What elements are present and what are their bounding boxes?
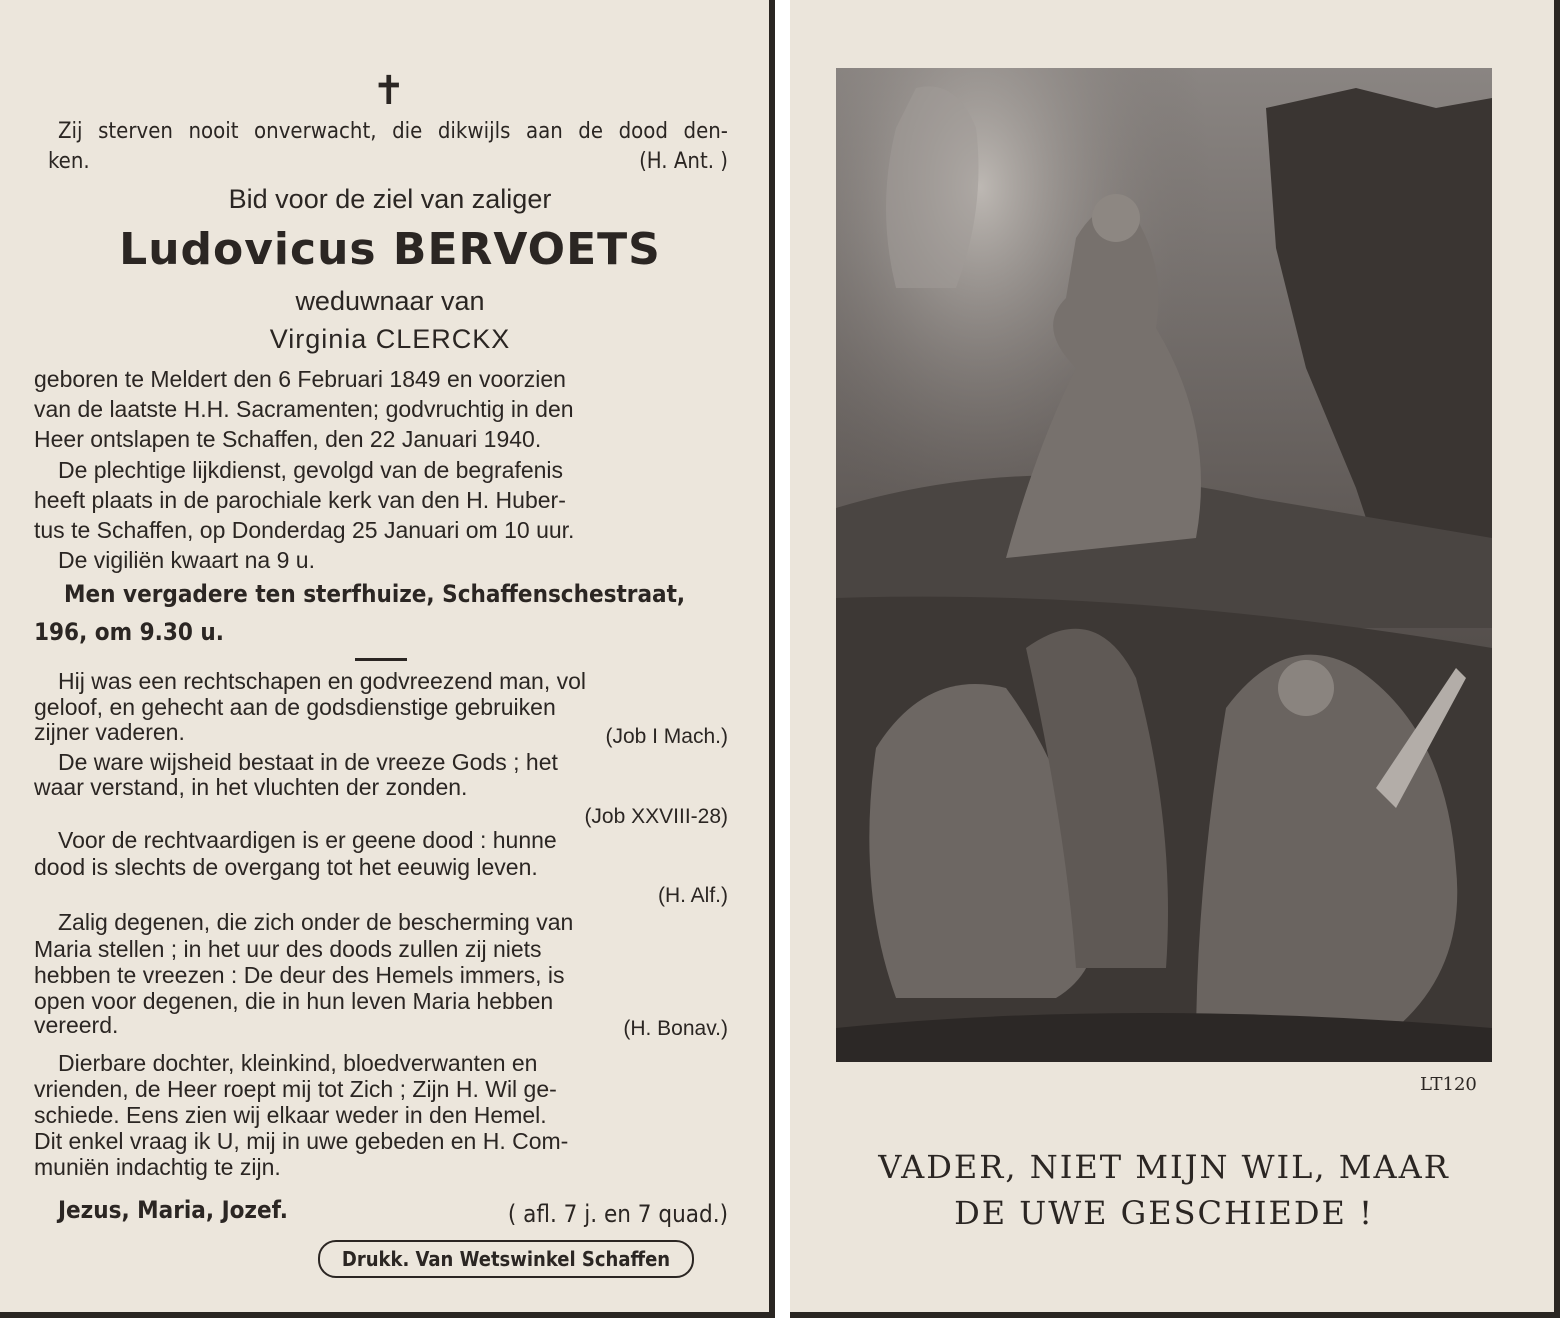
spouse-name: Virginia CLERCKX bbox=[269, 324, 511, 354]
epigraph-word: dood bbox=[618, 119, 668, 144]
epigraph-word: sterven bbox=[98, 119, 173, 144]
quote-line: Maria stellen ; in het uur des doods zullen zij niets bbox=[34, 936, 542, 962]
caption-line-2: DE UWE GESCHIEDE ! bbox=[954, 1194, 1374, 1232]
epigraph-word: de bbox=[578, 119, 604, 144]
epigraph-word: die bbox=[392, 119, 423, 144]
gethsemane-illustration bbox=[836, 68, 1492, 1062]
quote-line: waar verstand, in het vluchten der zonden. bbox=[34, 774, 468, 800]
quote-line: De ware wijsheid bestaat in de vreeze Gods ; het bbox=[58, 749, 558, 775]
epigraph-word: nooit bbox=[188, 119, 239, 144]
quote-line: hebben te vreezen : De deur des Hemels immers, is bbox=[34, 962, 565, 988]
quote-line: Hij was een rechtschapen en godvreezend man, vol bbox=[58, 668, 587, 694]
quote-line: open voor degenen, die in hun leven Maria hebben bbox=[34, 988, 554, 1014]
gethsemane-illustration-drawing bbox=[836, 68, 1492, 1062]
quote-line: vrienden, de Heer roept mij tot Zich ; Zijn H. Wil ge- bbox=[34, 1076, 557, 1102]
quote-source: (Job I Mach.) bbox=[605, 725, 728, 748]
quote-line: vereerd. bbox=[34, 1012, 119, 1038]
closing-text: Jezus, Maria, Jozef. bbox=[58, 1196, 288, 1224]
quote-source: (H. Bonav.) bbox=[623, 1017, 728, 1040]
bio-line: De plechtige lijkdienst, gevolgd van de begrafenis bbox=[58, 457, 564, 483]
epigraph-word: Zij bbox=[58, 119, 83, 144]
epigraph-line-2: ken. bbox=[48, 149, 90, 174]
bio-line: heeft plaats in de parochiale kerk van den H. Huber- bbox=[34, 487, 566, 513]
epigraph-source: (H. Ant. ) bbox=[639, 149, 728, 174]
printer-imprint: Drukk. Van Wetswinkel Schaffen bbox=[318, 1240, 694, 1278]
quote-line: Zalig degenen, die zich onder de bescherming van bbox=[58, 909, 574, 935]
bio-line: geboren te Meldert den 6 Februari 1849 en voorzien bbox=[34, 366, 566, 392]
quote-line: geloof, en gehecht aan de godsdienstige gebruiken bbox=[34, 694, 556, 720]
quote-line: Voor de rechtvaardigen is er geene dood : hunne bbox=[58, 827, 557, 853]
quote-line: zijner vaderen. bbox=[34, 719, 185, 745]
deceased-name: Ludovicus BERVOETS bbox=[119, 224, 661, 275]
cross-icon: ✝ bbox=[372, 68, 406, 114]
intro-text: Bid voor de ziel van zaliger bbox=[228, 184, 552, 214]
section-divider bbox=[355, 658, 407, 661]
epigraph-word: aan bbox=[525, 119, 563, 144]
memorial-text-card bbox=[0, 0, 775, 1318]
gathering-line-2: 196, om 9.30 u. bbox=[34, 618, 224, 646]
epigraph-word: onverwacht, bbox=[254, 119, 377, 144]
bio-line: tus te Schaffen, op Donderdag 25 Januari om 10 uur. bbox=[34, 517, 575, 543]
epigraph-word: dikwijls bbox=[437, 119, 511, 144]
quote-line: Dierbare dochter, kleinkind, bloedverwanten en bbox=[58, 1050, 538, 1076]
quote-line: schiede. Eens zien wij elkaar weder in den Hemel. bbox=[34, 1102, 547, 1128]
bio-line: Heer ontslapen te Schaffen, den 22 Januari 1940. bbox=[34, 426, 542, 452]
epigraph-line-1 bbox=[58, 121, 728, 143]
quote-source: (Job XXVIII-28) bbox=[584, 805, 728, 828]
quote-source: (H. Alf.) bbox=[657, 884, 728, 907]
quote-line: Dit enkel vraag ik U, mij in uwe gebeden en H. Com- bbox=[34, 1128, 569, 1154]
indulgence-text: ( afl. 7 j. en 7 quad.) bbox=[507, 1200, 728, 1228]
caption-line-1: VADER, NIET MIJN WIL, MAAR bbox=[878, 1148, 1450, 1186]
image-code: LT120 bbox=[1420, 1074, 1477, 1095]
relation-text: weduwnaar van bbox=[295, 286, 485, 316]
bio-line: De vigiliën kwaart na 9 u. bbox=[58, 547, 315, 573]
bio-line: van de laatste H.H. Sacramenten; godvruchtig in den bbox=[34, 396, 574, 422]
quote-line: dood is slechts de overgang tot het eeuwig leven. bbox=[34, 854, 538, 880]
epigraph-word: den- bbox=[683, 119, 728, 144]
quote-line: muniën indachtig te zijn. bbox=[34, 1154, 281, 1180]
gathering-line-1: Men vergadere ten sterfhuize, Schaffenschestraat, bbox=[64, 580, 686, 608]
